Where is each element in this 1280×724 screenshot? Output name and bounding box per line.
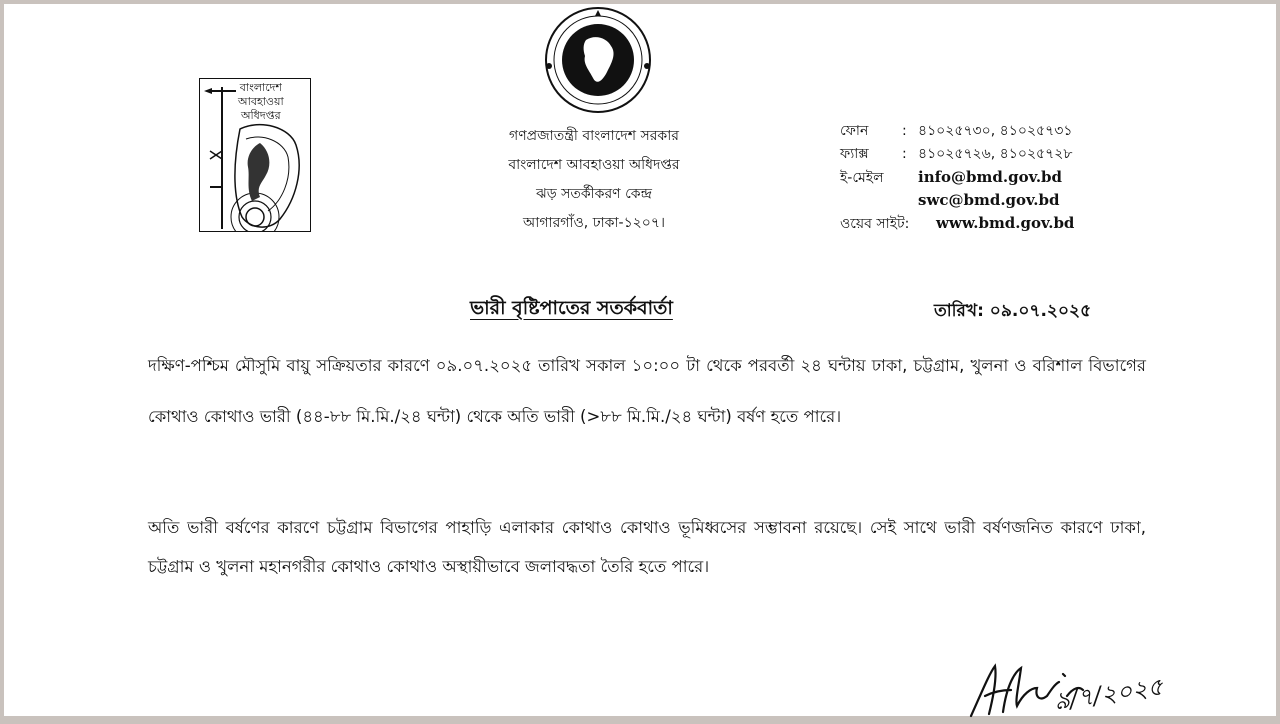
logo-line: আবহাওয়া	[238, 95, 284, 108]
header-line: বাংলাদেশ আবহাওয়া অধিদপ্তর	[508, 157, 680, 173]
web-link[interactable]: www.bmd.gov.bd	[936, 214, 1075, 232]
separator: :	[902, 146, 907, 162]
signature-date: ৯/৭/২০২৫	[1052, 672, 1165, 716]
office-header	[474, 122, 714, 238]
web-label: ওয়েব সাইট:	[840, 216, 910, 232]
bmd-logo	[199, 78, 311, 232]
email-link[interactable]: swc@bmd.gov.bd	[918, 191, 1060, 209]
fax-value: ৪১০২৫৭২৬, ৪১০২৫৭২৮	[918, 146, 1073, 162]
header-line: আগারগাঁও, ঢাকা-১২০৭।	[523, 215, 665, 231]
paragraph-forecast: দক্ষিণ-পশ্চিম মৌসুমি বায়ু সক্রিয়তার কারণে ০৯.০৭.২০২৫ তারিখ সকাল ১০:০০ টা থেকে পরবর্তী ২৪ ঘন্টায় ঢাকা, চট্টগ্রাম, খুলনা ও বরিশাল বিভাগের কোথাও কোথাও ভারী (৪৪-৮৮ মি.মি./২৪ ঘন্টা) থেকে অতি ভারী (>৮৮ মি.মি./২৪ ঘন্টা) বর্ষণ হতে পারে।	[148, 356, 1146, 426]
paragraph-landslide-warning: অতি ভারী বর্ষণের কারণে চট্টগ্রাম বিভাগের পাহাড়ি এলাকার কোথাও কোথাও ভূমিধ্বসের সম্ভাবনা রয়েছে। সেই সাথে ভারী বর্ষণজনিত কারণে ঢাকা, চট্টগ্রাম ও খুলনা মহানগরীর কোথাও কোথাও অস্থায়ীভাবে জলাবদ্ধতা তৈরি হতে পারে।	[148, 518, 1146, 576]
header-line: ঝড় সতর্কীকরণ কেন্দ্র	[536, 186, 652, 202]
logo-line: বাংলাদেশ	[239, 81, 282, 94]
date-value: ০৯.০৭.২০২৫	[989, 301, 1092, 321]
email-link[interactable]: info@bmd.gov.bd	[918, 168, 1063, 186]
notice-date	[934, 298, 1091, 326]
email-label: ই-মেইল	[840, 170, 884, 186]
header-line: গণপ্রজাতন্ত্রী বাংলাদেশ সরকার	[509, 128, 679, 144]
government-emblem	[537, 6, 659, 114]
separator: :	[902, 123, 907, 139]
fax-label: ফ্যাক্স	[840, 146, 869, 162]
contact-block	[840, 120, 1074, 235]
notice-title: ভারী বৃষ্টিপাতের সতর্কবার্তা	[470, 297, 673, 319]
notice-document	[4, 4, 1276, 716]
logo-line: অধিদপ্তর	[240, 109, 281, 122]
phone-value: ৪১০২৫৭৩০, ৪১০২৫৭৩১	[918, 123, 1073, 139]
date-label: তারিখ:	[934, 301, 984, 321]
phone-label: ফোন	[840, 123, 869, 139]
